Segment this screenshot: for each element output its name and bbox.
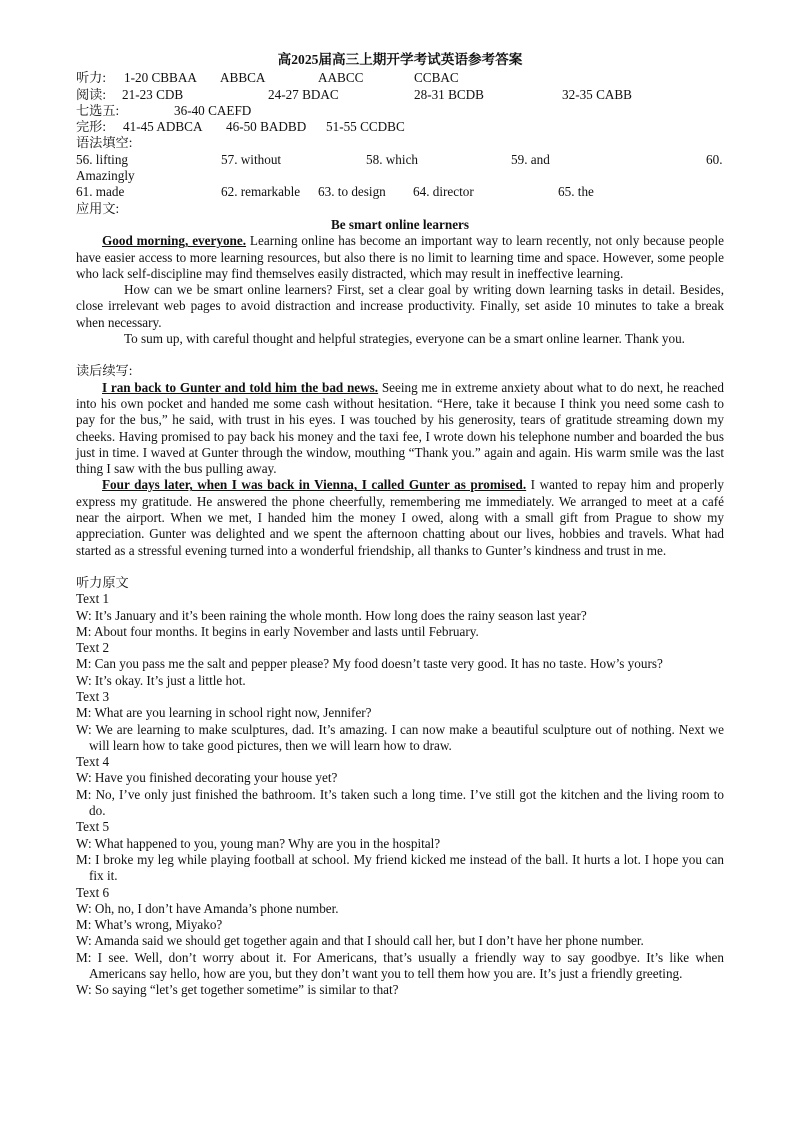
transcript-heading: Text 2 [76, 640, 110, 656]
transcript-utterance: W: It’s okay. It’s just a little hot. [76, 672, 246, 688]
grammar-label: 语法填空: [76, 135, 133, 151]
reading-group-1: 21-23 CDB [122, 86, 184, 102]
transcript-heading: Text 5 [76, 819, 110, 835]
transcript-heading: Text 3 [76, 688, 110, 704]
continuation-paragraph-2 [76, 477, 724, 558]
document-title: 高2025届高三上期开学考试英语参考答案 [277, 52, 523, 67]
transcript-utterance: M: I broke my leg while playing football at school. My friend kicked me instead of the ball. It hurts a lot. I hope you can fix it. [76, 851, 724, 884]
transcript-utterance: W: Have you finished decorating your house yet? [76, 770, 338, 786]
transcript-utterance: M: What’s wrong, Miyako? [76, 917, 223, 933]
transcript-utterance: W: It’s January and it’s been raining the whole month. How long does the rainy season last year? [76, 607, 587, 623]
transcript-utterance: M: No, I’ve only just finished the bathroom. It’s taken such a long time. I’ve still got the kitchen and the living room to do. [76, 786, 724, 819]
transcript-heading: Text 1 [76, 591, 110, 607]
reading-group-4: 32-35 CABB [562, 86, 632, 102]
transcript-label: 听力原文 [76, 574, 129, 590]
cloze-group-3: 51-55 CCDBC [326, 119, 405, 135]
reading-group-3: 28-31 BCDB [414, 86, 484, 102]
cloze-group-1: 41-45 ADBCA [123, 119, 203, 135]
transcript-heading: Text 6 [76, 884, 110, 900]
grammar-61: 61. made [76, 184, 125, 200]
essay-paragraph-1 [76, 233, 724, 282]
seven-choose-five-label: 七选五: [76, 102, 120, 118]
continuation-paragraph-1-text: Seeing me in extreme anxiety about what to do next, he reached into his own pocket and handed me some cash without hesitation. “Here, take it because I think you need some cash to pay for the bus,” he said, with trust in his eyes. I was touched by his generosity, tears of gratitude streaming down my cheeks. Having promised to pay back his money and the taxi fee, I wrote down his telephone number and boarded the bus just in time. I waved at Gunter through the window, mouthing “Thank you.” again and again. His warm smile was the last thing I saw with the bus pulling away. [76, 379, 724, 477]
transcript-utterance: W: We are learning to make sculptures, dad. It’s amazing. I can now make a beautiful sculpture out of nothing. Next we will learn how to take good pictures, then we will learn how to draw. [76, 721, 724, 753]
transcript-utterance: W: So saying “let’s get together sometime” is similar to that? [76, 982, 399, 998]
grammar-59: 59. and [511, 151, 550, 167]
reading-answers [76, 87, 724, 103]
transcript-utterance: W: Amanda said we should get together again and that I should call her, but I don’t have her phone number. [76, 933, 644, 949]
grammar-65: 65. the [558, 184, 594, 200]
writing-label: 应用文: [76, 200, 120, 216]
grammar-63: 63. to design [318, 184, 386, 200]
essay-title: Be smart online learners [330, 216, 470, 232]
seven-choose-five-value: 36-40 CAEFD [174, 102, 252, 118]
grammar-60: 60. [706, 151, 723, 167]
reading-group-2: 24-27 BDAC [268, 86, 339, 102]
essay-paragraph-2: How can we be smart online learners? First, set a clear goal by writing down learning tasks in detail. Besides, close irrelevant web pages to avoid distraction and increase productivity. Finally, set aside 10 minutes to take a break when necessary. [76, 282, 724, 330]
transcript-utterance: W: Oh, no, I don’t have Amanda’s phone number. [76, 900, 339, 916]
grammar-57: 57. without [221, 151, 282, 167]
listening-group-4: CCBAC [414, 70, 459, 86]
cloze-answers [76, 119, 724, 135]
continuation-label: 读后续写: [76, 363, 133, 379]
listening-label: 听力: [76, 70, 107, 86]
reading-label: 阅读: [76, 86, 107, 102]
continuation-lead-1: I ran back to Gunter and told him the bad news. [102, 379, 379, 395]
essay-paragraph-3: To sum up, with careful thought and helpful strategies, everyone can be a smart online learner. Thank you. [124, 331, 685, 347]
transcript [76, 591, 724, 998]
continuation-lead-2: Four days later, when I was back in Vienna, I called Gunter as promised. [102, 477, 527, 493]
grammar-56: 56. lifting [76, 151, 129, 167]
grammar-64: 64. director [413, 184, 474, 200]
continuation-paragraph-1 [76, 380, 724, 478]
transcript-utterance: M: Can you pass me the salt and pepper please? My food doesn’t taste very good. It has no taste. How’s yours? [76, 656, 663, 672]
transcript-utterance: W: What happened to you, young man? Why are you in the hospital? [76, 835, 441, 851]
grammar-60-answer: Amazingly [76, 168, 135, 184]
listening-group-2: ABBCA [220, 70, 266, 86]
listening-group-1: 1-20 CBBAA [124, 70, 197, 86]
transcript-utterance: M: I see. Well, don’t worry about it. For Americans, that’s usually a friendly way to say goodbye. It’s like when Americans say hello, how are you, but they don’t want you to tell them how you are. It’s just a friendly greeting. [76, 949, 724, 982]
grammar-answers-row-2 [76, 184, 724, 200]
continuation-paragraph-2-text: I wanted to repay him and properly express my gratitude. He answered the phone cheerfully, remembering me immediately. We arranged to meet at a café near the airport. When we met, I handed him the money I owed, along with a small gift from Prague to show my appreciation. Gunter was delighted and we spent the afternoon chatting about our lives, hobbies and travels. What had started as a stressful evening turned into a wonderful friendship, all thanks to Gunter’s kindness and trust in me. [76, 477, 724, 558]
grammar-62: 62. remarkable [221, 184, 301, 200]
grammar-58: 58. which [366, 151, 419, 167]
essay-paragraph-1-text: Learning online has become an important way to learn recently, not only because people have easier access to more learning resources, but also there is no limit to learning time and space. However, some people who lack self-discipline may find themselves easily distracted, which may result in ineffective learning. [76, 233, 724, 281]
listening-group-3: AABCC [318, 70, 364, 86]
grammar-answers-row-1 [76, 152, 724, 168]
cloze-group-2: 46-50 BADBD [226, 119, 307, 135]
cloze-label: 完形: [76, 119, 107, 135]
transcript-utterance: M: About four months. It begins in early November and lasts until February. [76, 623, 479, 639]
transcript-heading: Text 4 [76, 754, 110, 770]
essay-greeting: Good morning, everyone. [102, 233, 247, 249]
seven-choose-five-answers [76, 103, 724, 119]
transcript-utterance: M: What are you learning in school right now, Jennifer? [76, 705, 372, 721]
listening-answers [76, 70, 724, 86]
